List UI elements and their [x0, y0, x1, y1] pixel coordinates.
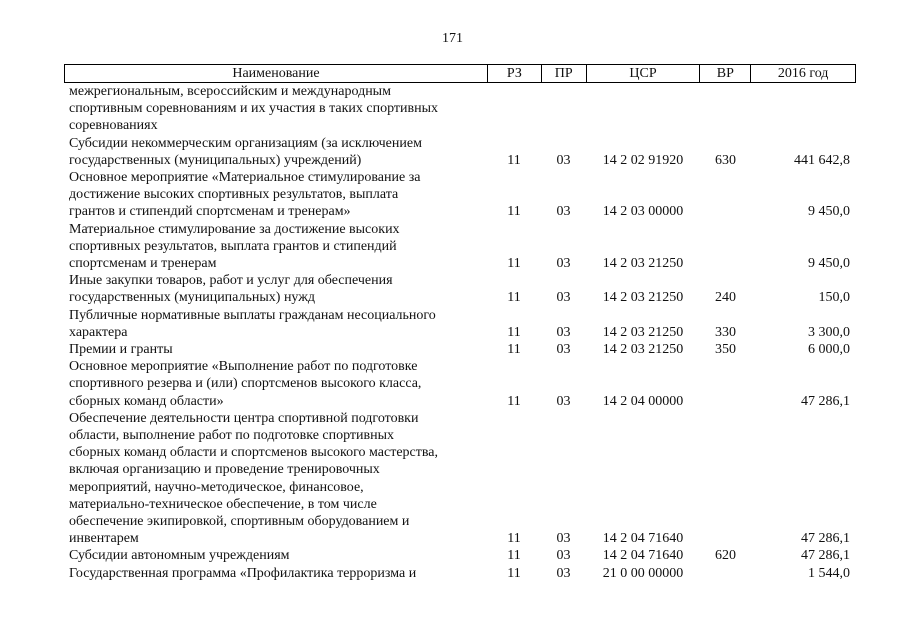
- row-amount: 47 286,1: [801, 531, 850, 547]
- table-row: [64, 169, 856, 221]
- row-pr: 03: [556, 152, 571, 168]
- row-name-line: мероприятий, научно-методическое, финансовое,: [69, 479, 364, 495]
- row-pr: 03: [556, 256, 571, 272]
- row-pr: 03: [556, 324, 571, 340]
- row-pr: 03: [556, 290, 571, 306]
- header-pr: ПР: [541, 65, 586, 82]
- row-amount: 6 000,0: [808, 342, 850, 358]
- table-row: [64, 272, 856, 306]
- row-rz: 11: [507, 152, 521, 168]
- row-name-line: сборных команд области и спортсменов высокого мастерства,: [69, 445, 439, 461]
- header-year: 2016 год: [750, 65, 855, 82]
- table-row: [64, 410, 856, 548]
- row-csr: 14 2 03 21250: [602, 256, 684, 272]
- row-pr: 03: [556, 565, 571, 581]
- row-name-line: сборных команд области»: [69, 393, 224, 409]
- table-header: [64, 64, 856, 83]
- row-name-line: государственных (муниципальных) учреждений): [69, 152, 362, 168]
- row-csr: 14 2 03 21250: [602, 324, 684, 340]
- row-rz: 11: [507, 548, 521, 564]
- row-name-line: Премии и гранты: [69, 342, 173, 358]
- row-name: [64, 358, 487, 410]
- row-name-line: достижение высоких спортивных результатов, выплата: [69, 187, 399, 203]
- row-vr: 620: [715, 548, 736, 564]
- row-name: [64, 83, 487, 135]
- table-row: [64, 135, 856, 169]
- row-name-line: Основное мероприятие «Материальное стимулирование за: [69, 170, 421, 186]
- row-rz: 11: [507, 204, 521, 220]
- row-amount: 441 642,8: [794, 152, 850, 168]
- row-rz: 11: [507, 393, 521, 409]
- row-name-line: Субсидии некоммерческим организациям (за исключением: [69, 135, 422, 151]
- row-csr: 14 2 04 71640: [602, 548, 684, 564]
- row-csr: 14 2 02 91920: [602, 152, 684, 168]
- table-row: [64, 83, 856, 135]
- row-name-line: материально-техническое обеспечение, в том числе: [69, 496, 377, 512]
- row-amount: 47 286,1: [801, 393, 850, 409]
- header-vr: ВР: [699, 65, 750, 82]
- row-name-line: обеспечение экипировкой, спортивным оборудованием и: [69, 514, 410, 530]
- table-row: [64, 358, 856, 410]
- table-row: [64, 547, 856, 564]
- row-name: [64, 135, 487, 169]
- row-name-line: Иные закупки товаров, работ и услуг для обеспечения: [69, 273, 393, 289]
- row-name: [64, 565, 487, 582]
- row-pr: 03: [556, 548, 571, 564]
- row-name-line: Публичные нормативные выплаты гражданам несоциального: [69, 307, 436, 323]
- row-vr: 350: [715, 342, 736, 358]
- row-name: [64, 547, 487, 564]
- row-name-line: инвентарем: [69, 531, 139, 547]
- row-name-line: грантов и стипендий спортсменам и тренерам»: [69, 204, 351, 220]
- row-rz: 11: [507, 565, 521, 581]
- row-name: [64, 307, 487, 341]
- row-csr: 14 2 03 00000: [602, 204, 684, 220]
- header-rz: РЗ: [487, 65, 541, 82]
- row-name: [64, 169, 487, 221]
- row-pr: 03: [556, 342, 571, 358]
- row-csr: 21 0 00 00000: [602, 565, 684, 581]
- row-rz: 11: [507, 342, 521, 358]
- row-amount: 150,0: [818, 290, 850, 306]
- row-name-line: Материальное стимулирование за достижение высоких: [69, 221, 400, 237]
- row-name-line: соревнованиях: [69, 118, 158, 134]
- row-name-line: Субсидии автономным учреждениям: [69, 548, 290, 564]
- row-name-line: включая организацию и проведение тренировочных: [69, 462, 380, 478]
- row-amount: 47 286,1: [801, 548, 850, 564]
- row-name-line: области, выполнение работ по подготовке спортивных: [69, 428, 395, 444]
- row-name-line: Обеспечение деятельности центра спортивной подготовки: [69, 410, 419, 426]
- table-row: [64, 307, 856, 341]
- page-number: 171: [442, 31, 463, 46]
- row-name-line: Государственная программа «Профилактика терроризма и: [69, 565, 417, 581]
- row-name-line: государственных (муниципальных) нужд: [69, 290, 316, 306]
- row-rz: 11: [507, 531, 521, 547]
- row-name-line: спортивных результатов, выплата грантов и стипендий: [69, 238, 397, 254]
- row-name-line: спортсменам и тренерам: [69, 256, 217, 272]
- row-amount: 3 300,0: [808, 324, 850, 340]
- row-vr: 240: [715, 290, 736, 306]
- row-csr: 14 2 04 71640: [602, 531, 684, 547]
- row-csr: 14 2 03 21250: [602, 342, 684, 358]
- row-name-line: Основное мероприятие «Выполнение работ по подготовке: [69, 359, 418, 375]
- row-rz: 11: [507, 324, 521, 340]
- row-name: [64, 221, 487, 273]
- table-row: [64, 341, 856, 358]
- row-name: [64, 341, 487, 358]
- header-csr: ЦСР: [586, 65, 700, 82]
- row-csr: 14 2 03 21250: [602, 290, 684, 306]
- row-name-line: характера: [69, 324, 128, 340]
- row-name-line: спортивного резерва и (или) спортсменов высокого класса,: [69, 376, 422, 392]
- row-name-line: спортивным соревнованиям и их участия в таких спортивных: [69, 101, 439, 117]
- row-pr: 03: [556, 393, 571, 409]
- row-pr: 03: [556, 531, 571, 547]
- row-rz: 11: [507, 256, 521, 272]
- row-vr: 630: [715, 152, 736, 168]
- header-name: Наименование: [232, 66, 320, 81]
- row-rz: 11: [507, 290, 521, 306]
- row-amount: 1 544,0: [808, 565, 850, 581]
- table-row: [64, 565, 856, 582]
- row-amount: 9 450,0: [808, 256, 850, 272]
- row-csr: 14 2 04 00000: [602, 393, 684, 409]
- row-name-line: межрегиональным, всероссийским и международным: [69, 84, 391, 99]
- table-row: [64, 221, 856, 273]
- row-amount: 9 450,0: [808, 204, 850, 220]
- row-vr: 330: [715, 324, 736, 340]
- table-body: [64, 83, 856, 582]
- row-name: [64, 410, 487, 548]
- row-pr: 03: [556, 204, 571, 220]
- row-name: [64, 272, 487, 306]
